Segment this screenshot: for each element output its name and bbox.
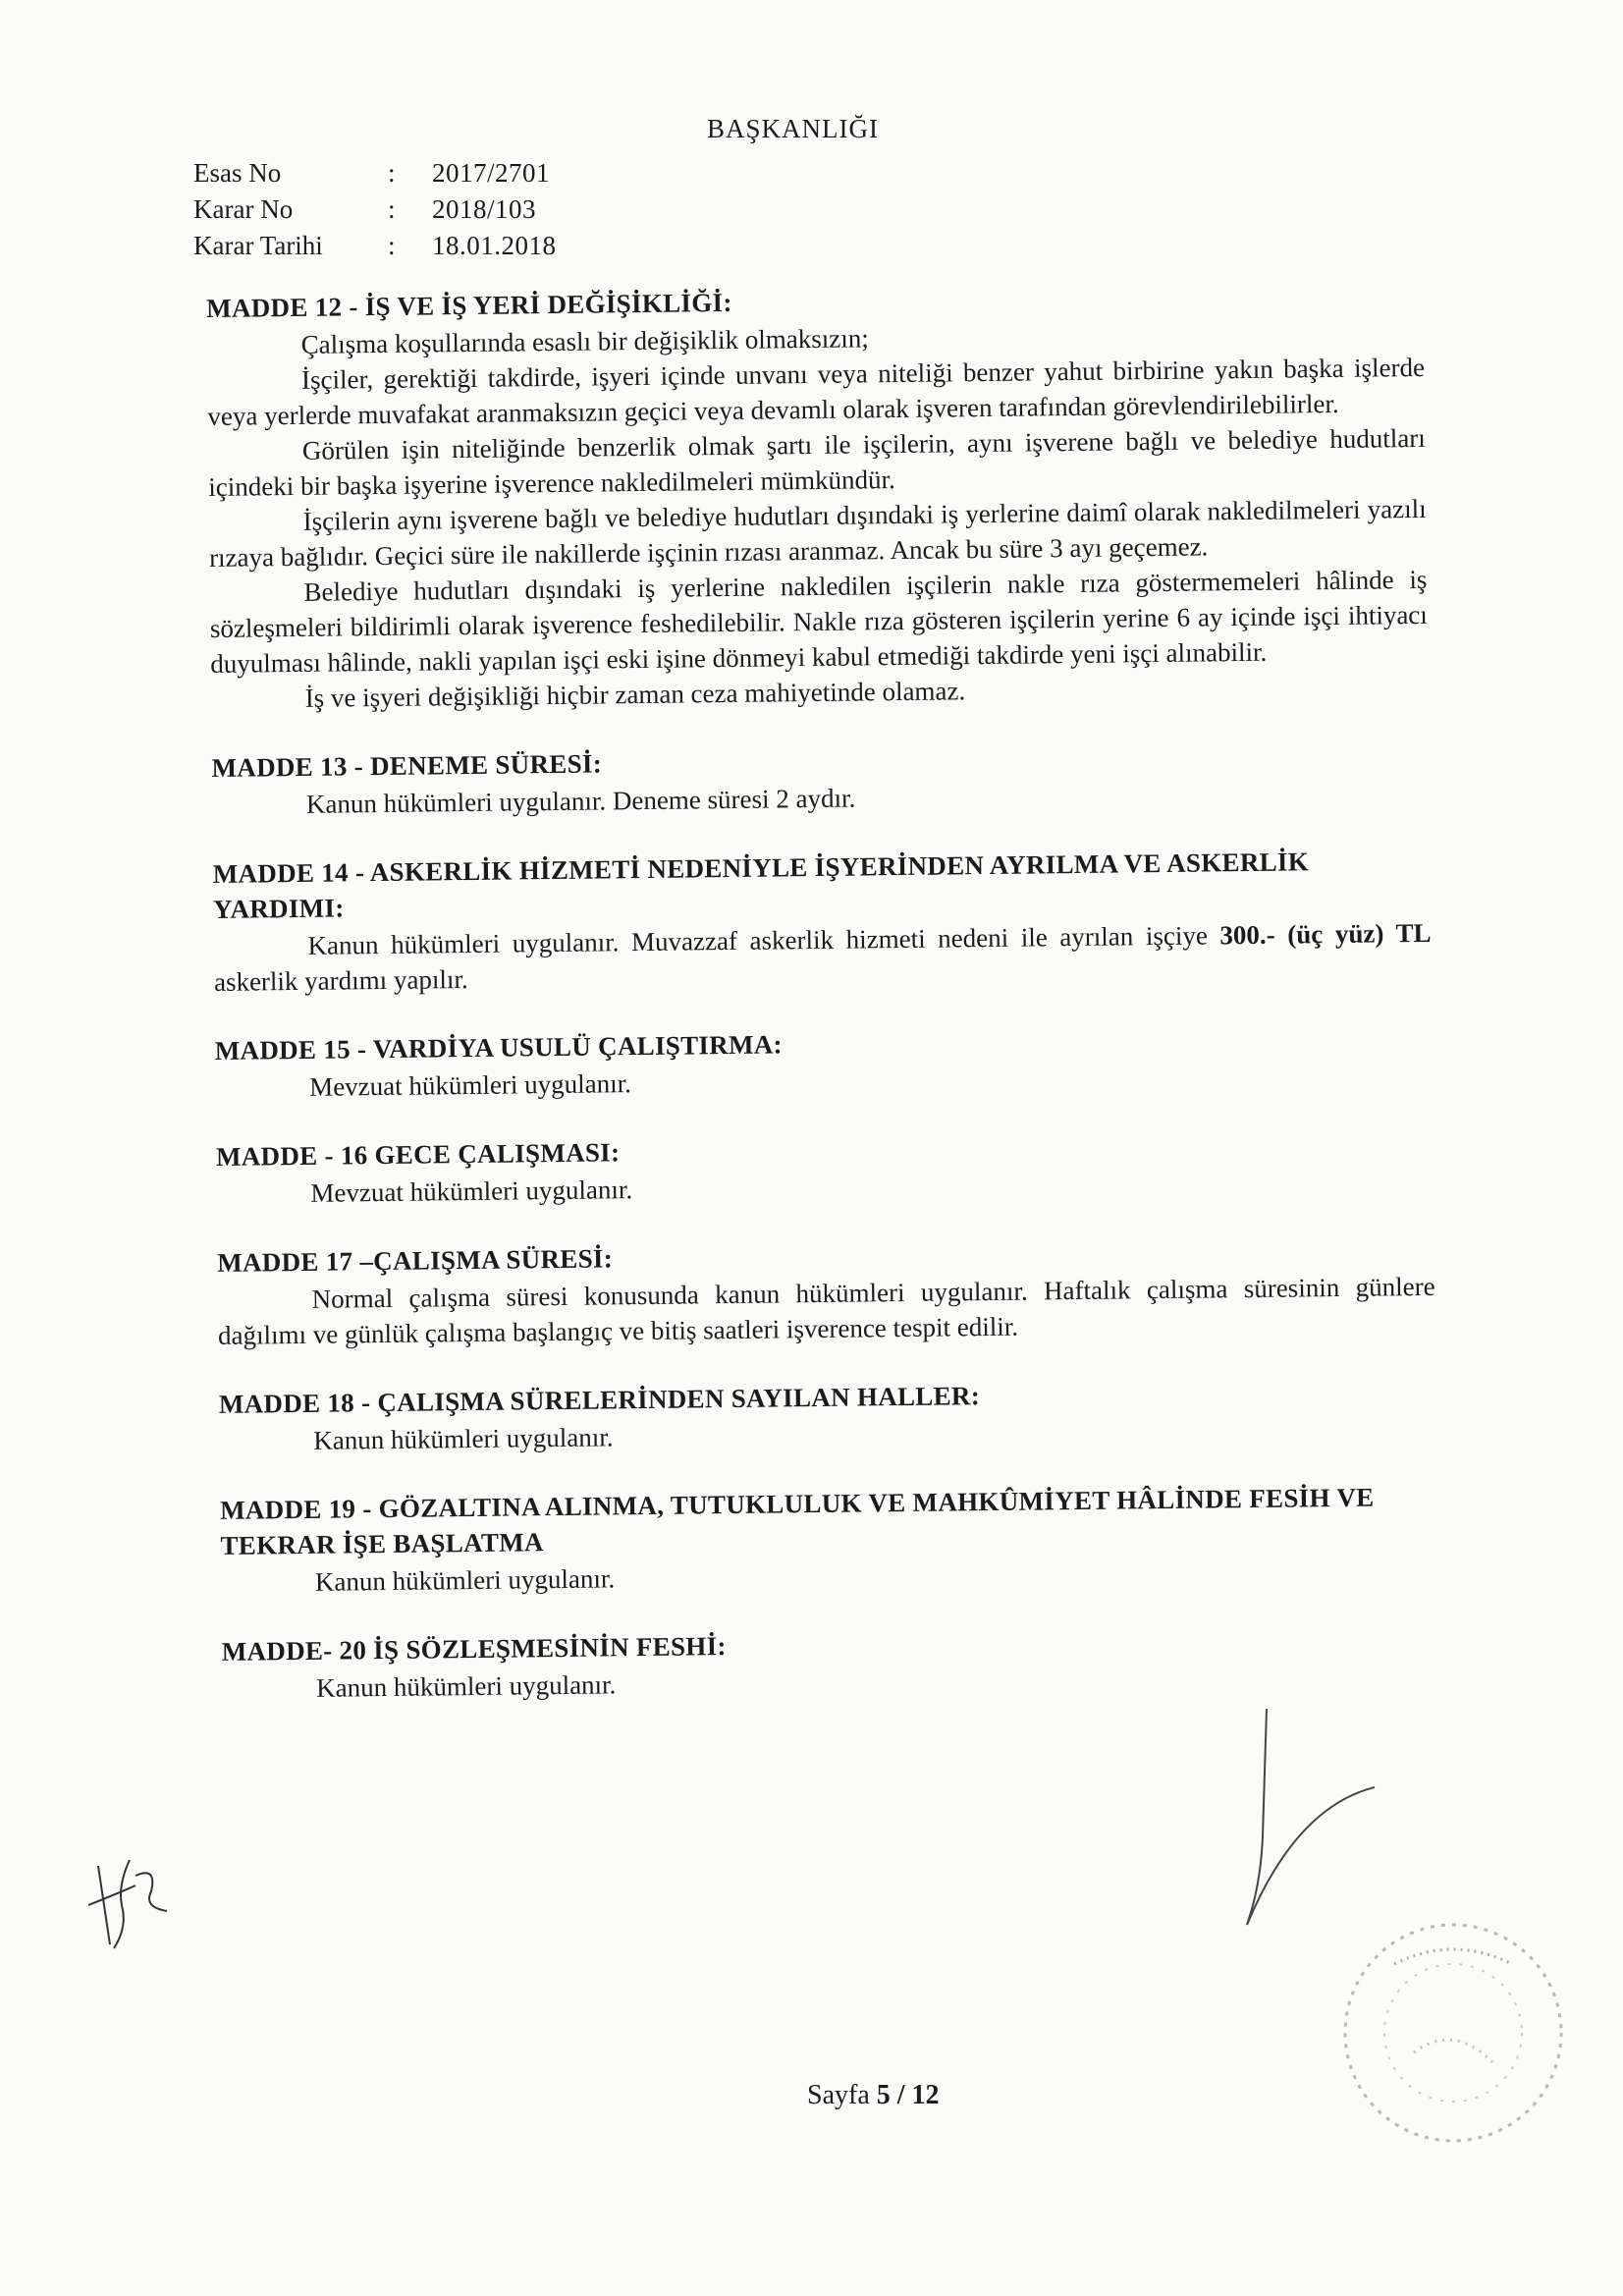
article-18 (219, 1373, 1437, 1459)
article-paragraph: Çalışma koşullarında esaslı bir değişiklik olmaksızın; (300, 323, 869, 359)
current-page: 5 (876, 2080, 891, 2110)
article-paragraph: Kanun hükümleri uygulanır. (313, 1422, 614, 1455)
meta-row-esas (193, 155, 557, 191)
stamp-seal (1325, 1905, 1581, 2160)
authority-heading: BAŞKANLIĞI (707, 114, 879, 143)
page-prefix: Sayfa (807, 2080, 870, 2110)
meta-separator: : (388, 158, 396, 188)
article-14 (213, 843, 1433, 1000)
article-title: MADDE 12 - İŞ VE İŞ YERİ DEĞİŞİKLİĞİ: (206, 287, 732, 323)
article-title: MADDE- 20 İŞ SÖZLEŞMESİNİN FESHİ: (221, 1631, 727, 1667)
meta-row-karar (193, 191, 557, 228)
article-paragraph: Normal çalışma süresi konusunda kanun hükümleri uygulanır. Haftalık çalışma süresinin günlere dağılımı ve günlük çalışma başlangıç ve bitiş saatleri işverence tespit edilir. (217, 1271, 1435, 1350)
meta-row-tarih (193, 228, 557, 264)
paragraph-text: Kanun hükümleri uygulanır. Muvazzaf askerlik hizmeti nedeni ile ayrılan işçiye (307, 920, 1220, 960)
article-12 (206, 277, 1429, 717)
article-paragraph: Mevzuat hükümleri uygulanır. (310, 1175, 633, 1208)
article-15 (215, 1019, 1434, 1106)
meta-value: 18.01.2018 (432, 231, 557, 260)
article-title: MADDE 19 - GÖZALTINA ALINMA, TUTUKLULUK VE MAHKÛMİYET HÂLİNDE FESİH VE TEKRAR İŞE BAŞLATMA (219, 1482, 1375, 1560)
article-17 (217, 1231, 1435, 1353)
meta-label: Esas No (193, 158, 282, 188)
article-paragraph: İş ve işyeri değişikliği hiçbir zaman ceza mahiyetinde olamaz. (304, 676, 966, 713)
article-title: MADDE 15 - VARDİYA USULÜ ÇALIŞTIRMA: (214, 1029, 784, 1066)
article-title: MADDE 17 –ÇALIŞMA SÜRESİ: (217, 1243, 614, 1278)
paragraph-text: askerlik yardımı yapılır. (213, 964, 468, 997)
total-pages: 12 (911, 2080, 940, 2110)
article-title: MADDE 14 - ASKERLİK HİZMETİ NEDENİYLE İŞYERİNDEN AYRILMA VE ASKERLİK YARDIMI: (212, 847, 1310, 924)
article-paragraph: Görülen işin niteliğinde benzerlik olmak şartı ile işçilerin, aynı işverene bağlı ve belediye hudutları içindeki bir başka işyerine işverence nakledilmeleri mümkündür. (208, 422, 1426, 502)
meta-separator: : (388, 194, 396, 224)
handwritten-initials (79, 1846, 187, 1964)
article-paragraph: Belediye hudutları dışındaki iş yerlerine nakledilen işçilerin nakle rıza göstermemeleri hâlinde iş sözleşmeleri bildirimli olarak işverence feshedilebilir. Nakle rıza gösteren işçilerin yerine 6 ay içinde işçi ihtiyacı duyulması hâlinde, nakli yapılan işçi eski işine dönmeyi kabul etmediği takdirde yeni işçi alınabilir. (209, 564, 1428, 679)
article-paragraph: İşçiler, gerektiği takdirde, işyeri içinde unvanı veya niteliği benzer yahut birbirine yakın başka işlerde veya yerlerde muvafakat aranmaksızın geçici veya devamlı olarak işveren tarafından görevlendirilebilirler. (207, 352, 1426, 431)
article-paragraph: İşçilerin aynı işverene bağlı ve belediye hudutları dışındaki iş yerlerine daimî olarak nakledilmeleri yazılı rızaya bağlıdır. Geçici süre ile nakillerde işçinin rızası aranmaz. Ancak bu süre 3 ayı geçemez. (208, 493, 1427, 573)
article-paragraph: Mevzuat hükümleri uygulanır. (309, 1068, 632, 1102)
meta-separator: : (388, 231, 396, 260)
article-paragraph: Kanun hükümleri uygulanır. (315, 1669, 617, 1703)
meta-value: 2018/103 (432, 194, 537, 224)
meta-label: Karar Tarihi (193, 231, 323, 260)
article-title: MADDE 18 - ÇALIŞMA SÜRELERİNDEN SAYILAN HALLER: (218, 1381, 981, 1419)
page-slash: / (896, 2080, 905, 2110)
article-16 (216, 1125, 1434, 1212)
article-paragraph: Kanun hükümleri uygulanır. Deneme süresi 2 aydır. (305, 783, 856, 819)
articles-body (206, 277, 1440, 1740)
article-title: MADDE - 16 GECE ÇALIŞMASI: (215, 1137, 621, 1172)
article-19 (220, 1479, 1438, 1601)
page-number (807, 2080, 940, 2111)
amount-text: 300.- (üç yüz) TL (1219, 917, 1432, 951)
article-paragraph: Kanun hükümleri uygulanır. (314, 1563, 616, 1597)
case-metadata (193, 155, 557, 264)
meta-label: Karar No (193, 194, 294, 224)
article-13 (211, 737, 1430, 823)
article-title: MADDE 13 - DENEME SÜRESİ: (211, 748, 603, 783)
article-paragraph (213, 915, 1432, 1000)
meta-value: 2017/2701 (432, 158, 551, 188)
